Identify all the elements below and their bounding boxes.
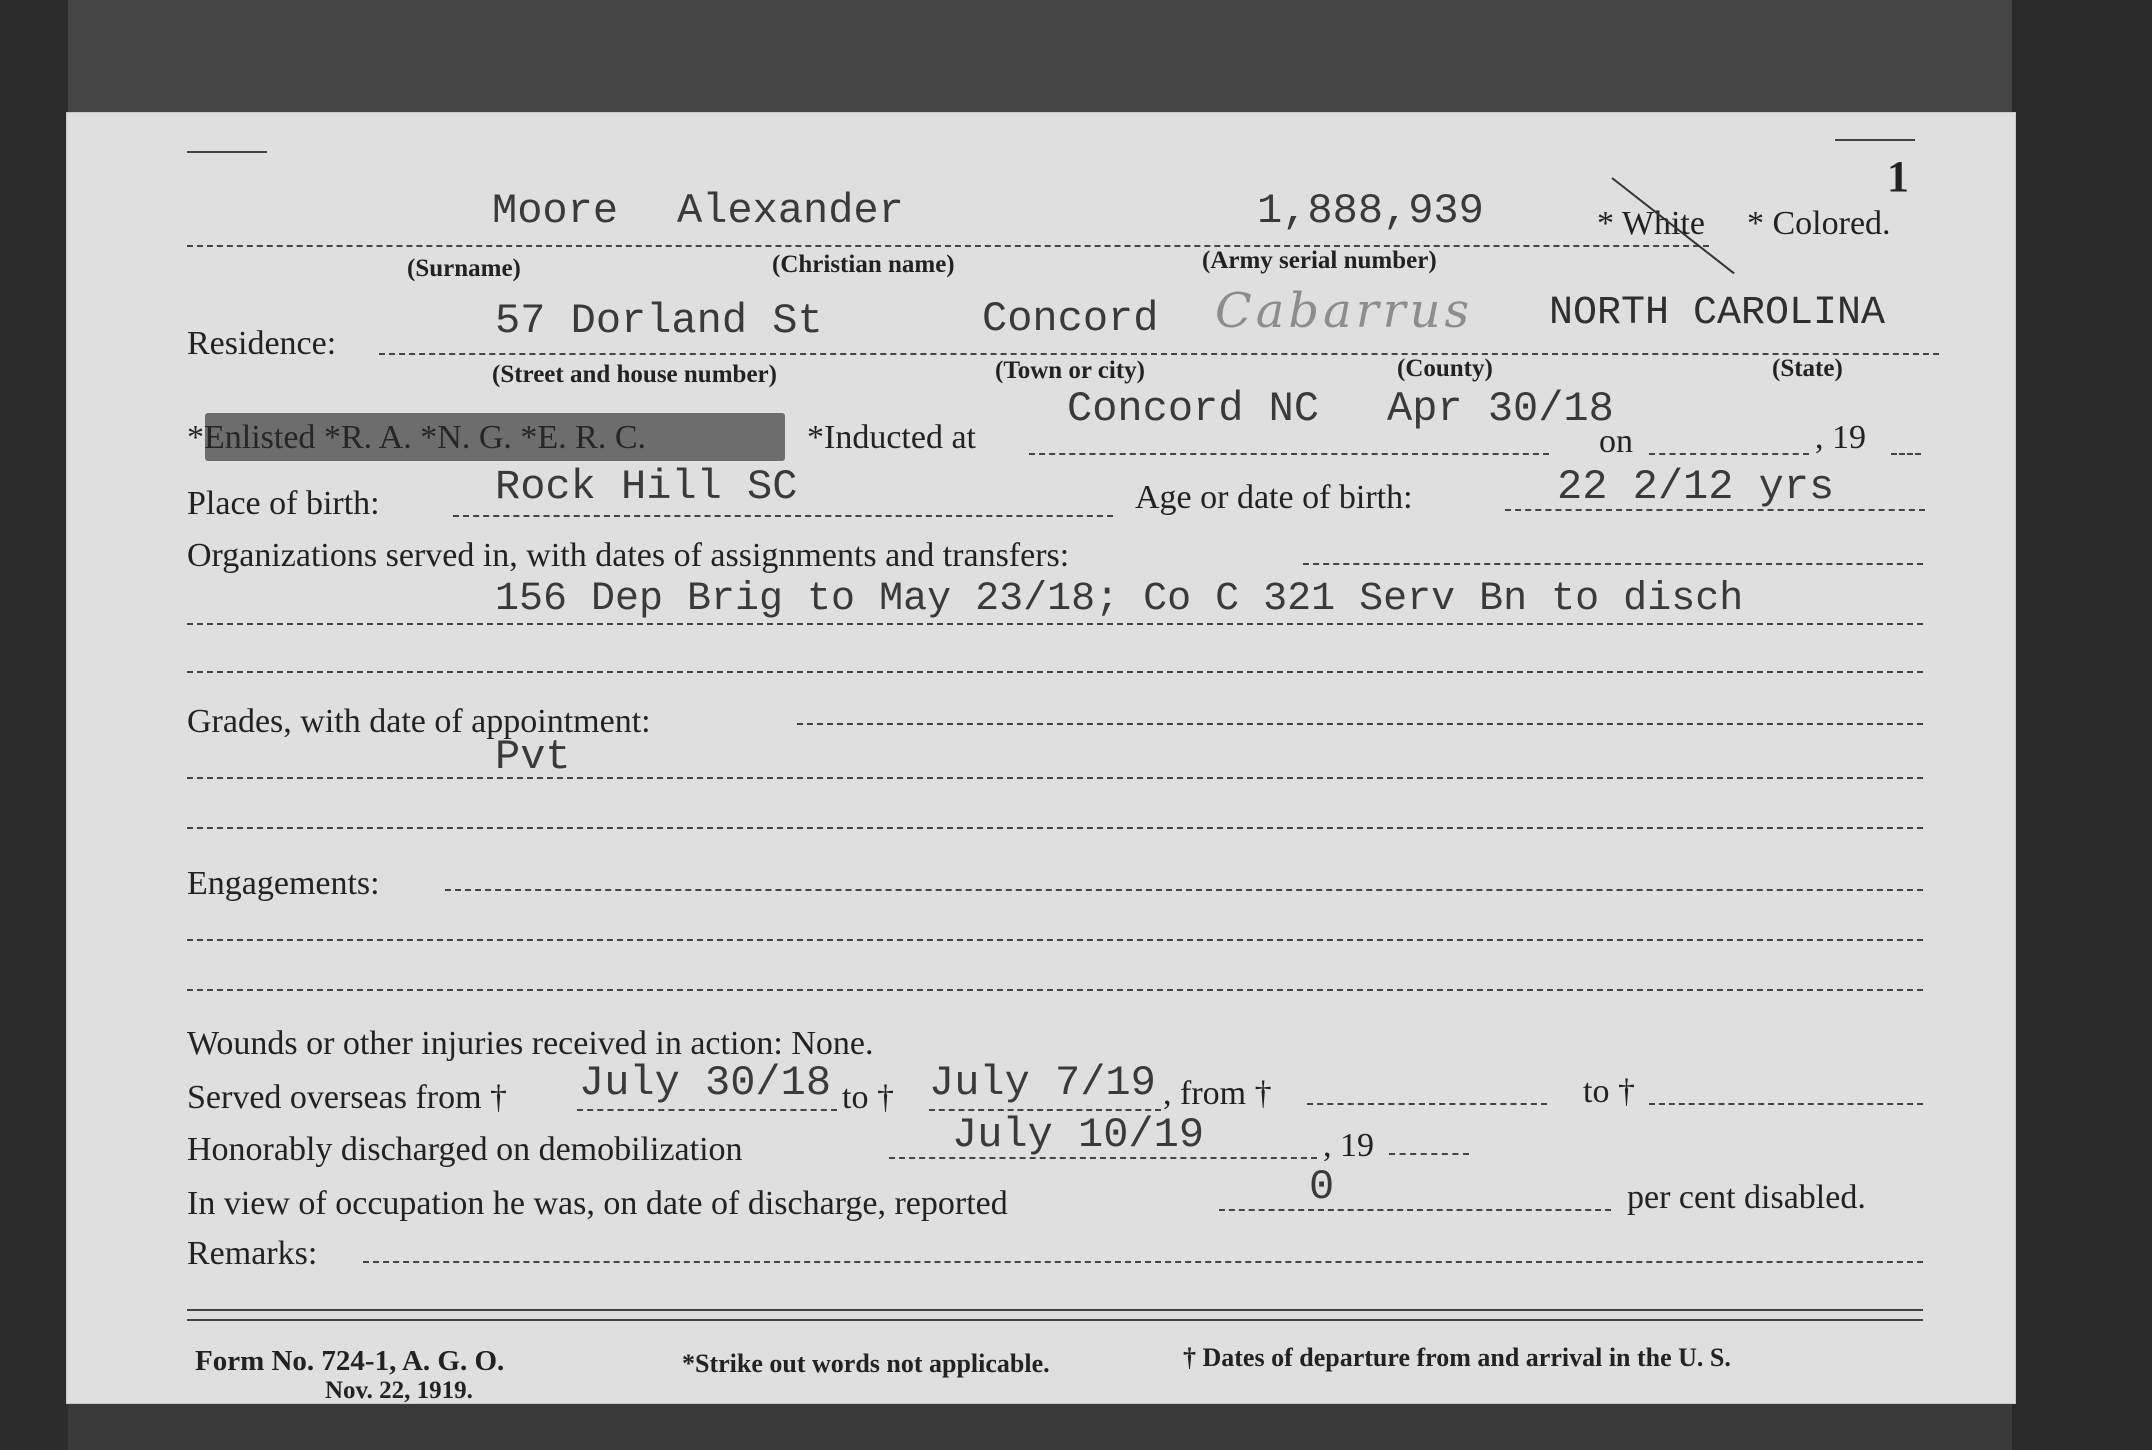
overseas-from-line [577,1109,837,1111]
caption-state: (State) [1772,355,1843,382]
background-top [0,0,2152,112]
remarks-line [363,1261,1923,1263]
organizations-line-2 [187,623,1923,625]
corner-mark [187,151,267,153]
inducted-place-value: Concord NC [1067,385,1320,433]
caption-surname: (Surname) [407,255,521,282]
background-left [0,0,68,1450]
christian-name-value: Alexander [677,187,904,235]
organizations-label: Organizations served in, with dates of assignments and transfers: [187,537,1070,574]
residence-line [379,353,1939,355]
discharge-date-value: July 10/19 [952,1111,1205,1159]
caption-street: (Street and house number) [492,361,777,388]
footer-rule [187,1319,1923,1321]
disabled-line [1219,1209,1611,1211]
background-right [2012,0,2152,1450]
overseas-from-label-2: , from † [1163,1075,1272,1112]
engagements-line [445,889,1923,891]
disabled-label: In view of occupation he was, on date of discharge, reported [187,1185,1008,1222]
engagements-line-2 [187,939,1923,941]
birth-place-label: Place of birth: [187,485,380,522]
engagements-label: Engagements: [187,865,380,902]
inducted-line [1029,453,1549,455]
state-value: NORTH CAROLINA [1549,291,1886,336]
grades-line-2 [187,777,1923,779]
race-white-option: * White [1597,205,1705,242]
enlisted-options: *Enlisted *R. A. *N. G. *E. R. C. [187,419,647,456]
caption-town: (Town or city) [995,357,1145,384]
year-line [1891,453,1921,455]
race-colored-option: * Colored. [1747,205,1891,242]
disabled-value: 0 [1309,1163,1335,1211]
overseas-to-value: July 7/19 [929,1059,1156,1107]
corner-mark [1835,139,1915,141]
overseas-to-label: to † [842,1079,894,1116]
town-value: Concord [982,295,1159,343]
organizations-line-3 [187,671,1923,673]
discharge-year: , 19 [1323,1127,1374,1164]
street-value: 57 Dorland St [495,297,823,345]
service-record-card [66,112,2016,1404]
grades-line [797,723,1923,725]
wounds-label: Wounds or other injuries received in action: None. [187,1025,874,1062]
year-prefix: , 19 [1815,419,1866,456]
caption-serial-number: (Army serial number) [1202,247,1437,274]
county-value: Cabarrus [1215,283,1474,339]
overseas-to-line-2 [1649,1103,1923,1105]
overseas-from-line-2 [1307,1103,1547,1105]
overseas-label: Served overseas from † [187,1079,508,1116]
name-line [187,245,1709,247]
form-date: Nov. 22, 1919. [325,1377,473,1404]
engagements-line-3 [187,989,1923,991]
on-line [1649,453,1809,455]
age-value: 22 2/12 yrs [1557,463,1835,511]
remarks-line-2 [187,1309,1923,1311]
birth-place-value: Rock Hill SC [495,463,798,511]
organizations-value: 156 Dep Brig to May 23/18; Co C 321 Serv Bn to disch [495,577,1744,622]
overseas-to-label-2: to † [1583,1073,1635,1110]
discharge-year-line [1389,1153,1469,1155]
grades-line-3 [187,827,1923,829]
residence-label: Residence: [187,325,337,362]
footnote-strike: *Strike out words not applicable. [682,1349,1050,1378]
grades-value: Pvt [495,733,571,781]
birth-place-line [453,515,1113,517]
overseas-from-value: July 30/18 [579,1059,832,1107]
age-label: Age or date of birth: [1135,479,1413,516]
surname-value: Moore [492,187,619,235]
page-number: 1 [1887,152,1909,201]
serial-number-value: 1,888,939 [1257,187,1484,235]
grades-label: Grades, with date of appointment: [187,703,651,740]
discharge-line [889,1157,1317,1159]
discharge-label: Honorably discharged on demobilization [187,1131,743,1168]
inducted-date-value: Apr 30/18 [1387,385,1614,433]
on-label: on [1599,423,1633,460]
age-line [1505,509,1925,511]
disabled-suffix: per cent disabled. [1627,1179,1866,1216]
inducted-label: *Inducted at [807,419,976,456]
organizations-line [1303,563,1923,565]
caption-county: (County) [1397,355,1493,382]
caption-christian-name: (Christian name) [772,251,955,278]
remarks-label: Remarks: [187,1235,318,1272]
form-number: Form No. 724-1, A. G. O. [195,1345,505,1377]
footnote-dates: † Dates of departure from and arrival in the U. S. [1183,1343,1731,1372]
